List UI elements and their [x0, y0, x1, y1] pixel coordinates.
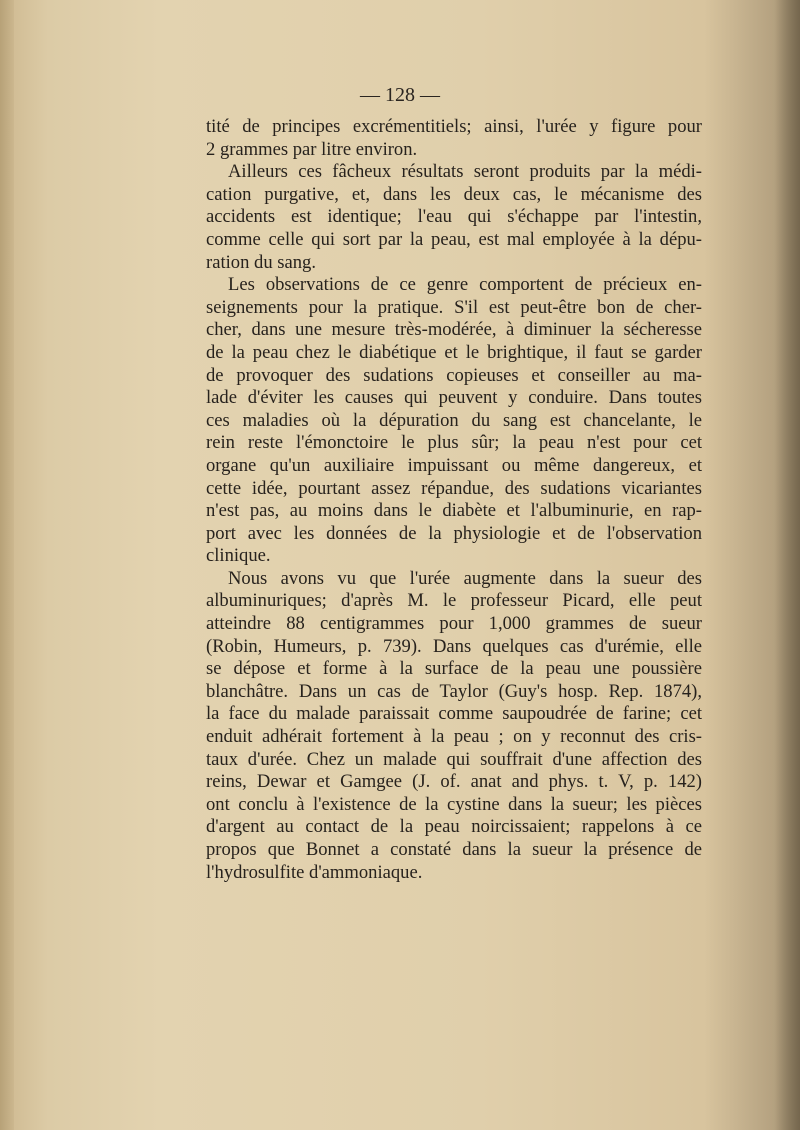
text-line: (Robin, Humeurs, p. 739). Dans quelques cas d'urémie, elle: [206, 635, 702, 657]
text-line: albuminuriques; d'après M. le professeur Picard, elle peut: [206, 590, 702, 612]
text-line: propos que Bonnet a constaté dans la sueur la présence de: [206, 839, 702, 860]
text-line: ces maladies où la dépuration du sang est chancelante, le: [206, 409, 702, 431]
text-line: de provoquer des sudations copieuses et conseiller au ma-: [206, 364, 702, 386]
text-line: lade d'éviter les causes qui peuvent y conduire. Dans toutes: [206, 387, 702, 409]
text-line: atteindre 88 centigrammes pour 1,000 grammes de sueur: [206, 613, 702, 635]
text-line: cette idée, pourtant assez répandue, des sudations vicariantes: [206, 477, 702, 499]
text-line: se dépose et forme à la surface de la peau une poussière: [206, 658, 702, 680]
text-line: port avec les données de la physiologie et de l'observation: [206, 522, 702, 544]
text-line: clinique.: [206, 545, 271, 567]
text-line: Ailleurs ces fâcheux résultats seront produits par la médi-: [228, 161, 702, 183]
text-line: tité de principes excrémentitiels; ainsi, l'urée y figure pour: [206, 116, 702, 137]
text-line: taux d'urée. Chez un malade qui souffrait d'une affection des: [206, 748, 702, 770]
text-line: de la peau chez le diabétique et le brightique, il faut se garder: [206, 341, 702, 363]
text-line: cher, dans une mesure très-modérée, à diminuer la sécheresse: [206, 319, 702, 341]
text-line: d'argent au contact de la peau noircissaient; rappelons à ce: [206, 816, 702, 838]
text-line: n'est pas, au moins dans le diabète et l'albuminurie, en rap-: [206, 500, 702, 522]
text-line: 2 grammes par litre environ.: [206, 138, 418, 160]
text-line: seignements pour la pratique. S'il est peut-être bon de cher-: [206, 296, 702, 318]
page-gutter-shadow: [774, 0, 800, 1130]
text-line: la face du malade paraissait comme saupoudrée de farine; cet: [206, 703, 702, 725]
text-line: ont conclu à l'existence de la cystine dans la sueur; les pièces: [206, 793, 702, 815]
text-line: enduit adhérait fortement à la peau ; on y reconnut des cris-: [206, 726, 702, 748]
text-line: cation purgative, et, dans les deux cas, le mécanisme des: [206, 183, 702, 205]
page-number: — 128 —: [360, 84, 440, 106]
page-left-edge: [0, 0, 14, 1130]
text-line: ration du sang.: [206, 251, 316, 273]
text-line: organe qu'un auxiliaire impuissant ou même dangereux, et: [206, 454, 702, 476]
text-line: Nous avons vu que l'urée augmente dans la sueur des: [228, 567, 702, 589]
text-line: blanchâtre. Dans un cas de Taylor (Guy's hosp. Rep. 1874),: [206, 680, 702, 702]
body-text: [206, 116, 702, 884]
text-line: rein reste l'émonctoire le plus sûr; la peau n'est pour cet: [206, 432, 702, 454]
text-line: comme celle qui sort par la peau, est mal employée à la dépu-: [206, 228, 702, 250]
text-line: Les observations de ce genre comportent de précieux en-: [228, 274, 702, 296]
text-line: reins, Dewar et Gamgee (J. of. anat and phys. t. V, p. 142): [206, 771, 702, 793]
text-line: accidents est identique; l'eau qui s'échappe par l'intestin,: [206, 206, 702, 228]
text-line: l'hydrosulfite d'ammoniaque.: [206, 861, 423, 883]
